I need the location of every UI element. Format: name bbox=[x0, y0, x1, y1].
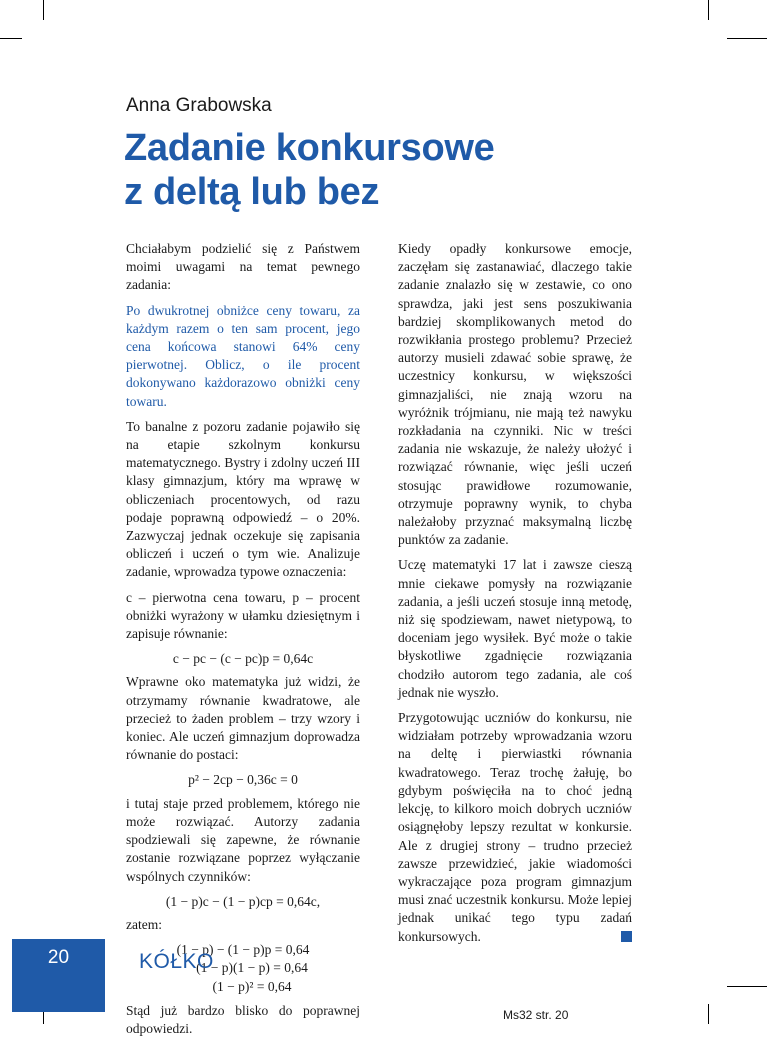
left-column bbox=[126, 240, 360, 1045]
paragraph: c – pierwotna cena towaru, p – procent obniżki wyrażony w ułamku dziesiętnym i zapisuje równanie: bbox=[126, 589, 360, 642]
page-number-box bbox=[12, 939, 105, 1012]
closing-paragraph-text: Przygotowując uczniów do konkursu, nie widziałam potrzeby wprowadzania wzoru na deltę i pierwiastki równania kwadratowego. Teraz trochę żałuję, bo gdybym poświęciła na to choć jedną lekcję, to kilkoro moich dobrych uczniów osiągnęłoby lepszy rezultat w konkursie. Ale z drugiej strony – trudno przecież zawsze przewidzieć, jakie wiadomości wykraczające poza program gimnazjum musi znać uczestnik konkursu. Może lepiej jednak unikać tego typu zadań konkursowych. bbox=[398, 710, 632, 944]
author-name: Anna Grabowska bbox=[126, 95, 272, 116]
paragraph: To banalne z pozoru zadanie pojawiło się na etapie szkolnym konkursu matematycznego. Bystry i zdolny uczeń III klasy gimnazjum, który ma wprawę w obliczeniach procentowych, od razu podaje poprawną odpowiedź – o 20%. Zazwyczaj jednak oczekuje się zapisania obliczeń i uczeń o tym wie. Analizuje zadanie, wprowadza typowe oznaczenia: bbox=[126, 418, 360, 580]
paragraph bbox=[398, 709, 632, 946]
crop-mark bbox=[708, 0, 709, 20]
crop-mark bbox=[727, 986, 767, 987]
equation: c − pc − (c − pc)p = 0,64c bbox=[172, 651, 314, 667]
crop-mark bbox=[0, 38, 22, 39]
crop-mark bbox=[727, 38, 767, 39]
page-number: 20 bbox=[47, 947, 70, 968]
paragraph: Stąd już bardzo blisko do poprawnej odpowiedzi. bbox=[126, 1002, 360, 1036]
title-line-1: Zadanie konkursowe bbox=[124, 127, 495, 169]
equation: (1 − p) − (1 − p)p = 0,64 bbox=[176, 942, 310, 958]
article-title bbox=[124, 126, 644, 214]
equation: (1 − p)c − (1 − p)cp = 0,64c, bbox=[165, 893, 321, 909]
crop-mark bbox=[43, 0, 44, 20]
paragraph: i tutaj staje przed problemem, którego nie może rozwiązać. Autorzy zadania spodziewali się zapewne, że równanie zostanie rozwiązane poprzez wyłączanie wspólnych czynników: bbox=[126, 795, 360, 884]
paragraph: Kiedy opadły konkursowe emocje, zaczęłam się zastanawiać, dlaczego takie zadanie znalazło się w zestawie, co ono sprawdza, jaki jest sens poszukiwania bardziej skomplikowanych metod do rozwikłania prostego problemu? Przecież autorzy musieli zdawać sobie sprawę, że uczestnicy konkursu, w większości gimnazjaliści, nie znają wzoru na wyróżnik trójmianu, nie mają też nawyku rozkładania na czynniki. Nic w treści zadania nie wskazuje, że należy ułożyć i rozwiązać równanie, więc jeśli uczeń stosując prawidłowe rozumowanie, otrzymuje poprawny wynik, to chyba należałoby przyznać maksymalną liczbę punktów za zadanie. bbox=[398, 241, 632, 548]
title-line-2: z deltą lub bez bbox=[124, 171, 380, 213]
paragraph: Uczę matematyki 17 lat i zawsze cieszą mnie ciekawe pomysły na rozwiązanie zadania, a jeśli uczeń stosuje inną metodę, niż się spodziewam, nawet nietypową, to doceniam jego wysiłek. Być może o takie błyskotliwe zgadnięcie rozwiązania chodziło autorom tego zadania, ale coś jednak nie wyszło. bbox=[398, 557, 632, 700]
right-column bbox=[398, 240, 632, 953]
magazine-name: KÓŁKO bbox=[139, 950, 214, 973]
label-zatem: zatem: bbox=[126, 916, 162, 932]
equation: p² − 2cp − 0,36c = 0 bbox=[188, 772, 298, 788]
task-statement: Po dwukrotnej obniżce ceny towaru, za każdym razem o ten sam procent, jego cena końcowa stanowi 64% ceny pierwotnej. Oblicz, o ile procent dokonywano każdorazowo obniżki ceny towaru. bbox=[126, 302, 360, 409]
crop-mark bbox=[708, 1004, 709, 1024]
equation: (1 − p)² = 0,64 bbox=[212, 978, 292, 994]
paragraph: Wprawne oko matematyka już widzi, że otrzymamy równanie kwadratowe, ale przecież to żaden problem – trzy wzory i koniec. Ale uczeń gimnazjum doprowadza równanie do postaci: bbox=[126, 674, 360, 763]
end-of-article-square-icon bbox=[621, 931, 632, 942]
equation: (1 − p)(1 − p) = 0,64 bbox=[196, 960, 308, 976]
print-mark: Ms32 str. 20 bbox=[503, 1008, 569, 1022]
intro-paragraph: Chciałabym podzielić się z Państwem moimi uwagami na temat pewnego zadania: bbox=[126, 241, 360, 293]
